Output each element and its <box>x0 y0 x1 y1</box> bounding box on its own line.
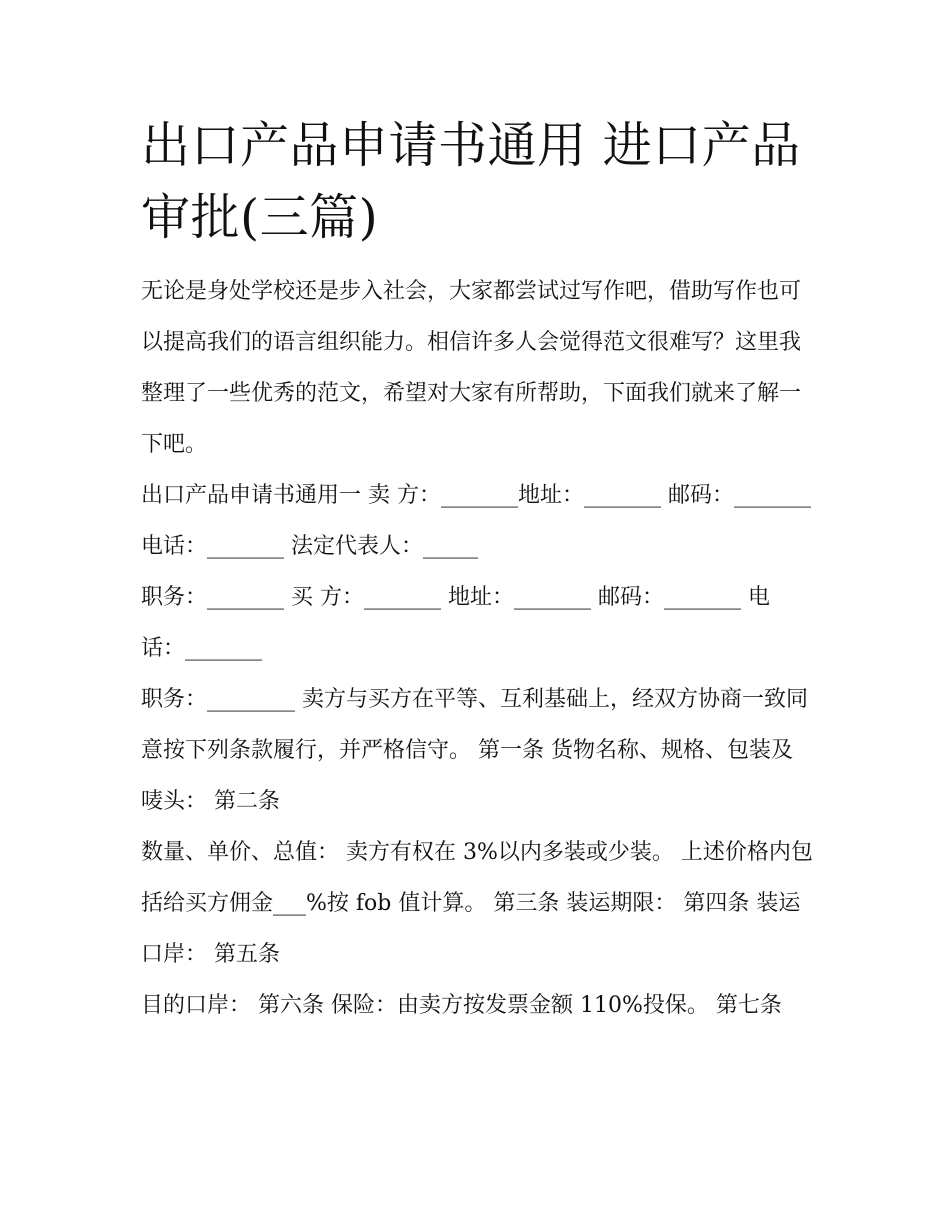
document-page <box>141 110 813 1031</box>
seller-info-paragraph: 出口产品申请书通用一 卖 方：_______地址：_______ 邮码：_______ 电话：_______ 法定代表人：_____ <box>141 483 811 559</box>
document-title <box>141 110 813 254</box>
title-line-1: 出口产品申请书通用 进口产品 <box>141 117 801 174</box>
intro-paragraph: 无论是身处学校还是步入社会，大家都尝试过写作吧，借助写作也可以提高我们的语言组织能力。相信许多人会觉得范文很难写？这里我整理了一些优秀的范文，希望对大家有所帮助，下面我们就来了解一下吧。 <box>141 279 802 457</box>
buyer-info-paragraph: 职务：_______ 买 方：_______ 地址：_______ 邮码：_______ 电话：_______ <box>141 585 770 661</box>
agreement-paragraph: 职务：________ 卖方与买方在平等、互利基础上，经双方协商一致同意按下列条款履行，并严格信守。 第一条 货物名称、规格、包装及唛头： 第二条 <box>141 687 808 814</box>
destination-insurance-paragraph: 目的口岸： 第六条 保险：由卖方按发票金额 110%投保。 第七条 <box>141 993 782 1018</box>
title-line-2: 审批(三篇) <box>141 189 379 246</box>
quantity-price-paragraph: 数量、单价、总值： 卖方有权在 3%以内多装或少装。 上述价格内包括给买方佣金___%按 fob 值计算。 第三条 装运期限： 第四条 装运口岸： 第五条 <box>141 840 813 967</box>
